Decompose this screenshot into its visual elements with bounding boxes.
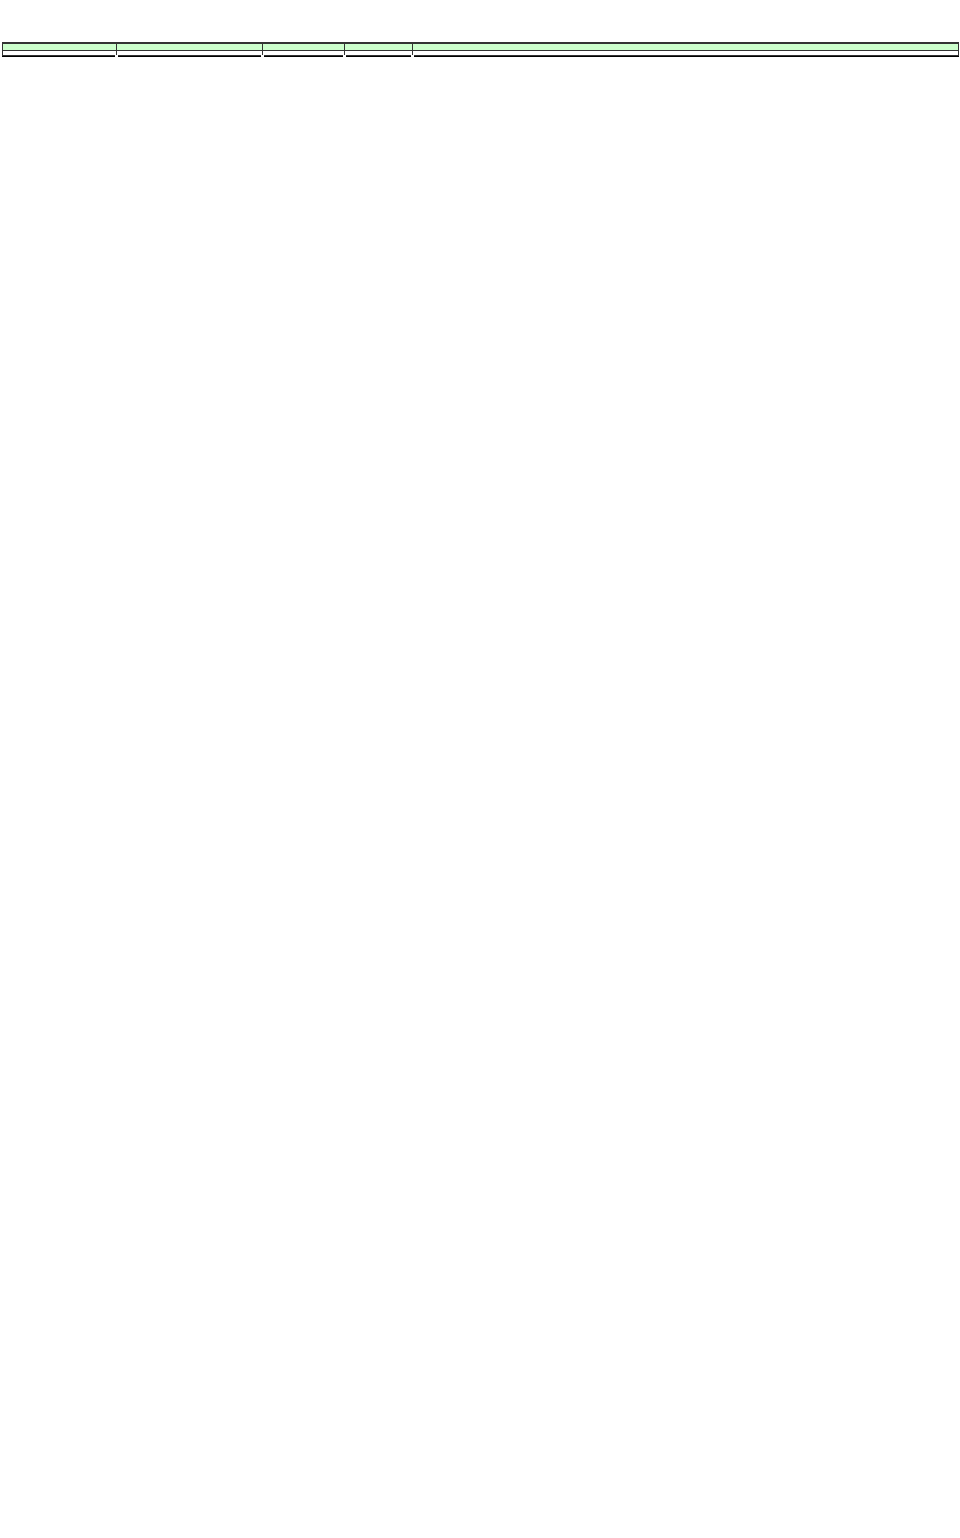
column-header-ak — [117, 56, 263, 57]
page-header — [4, 2, 954, 38]
column-header-description — [413, 56, 959, 57]
column-header-pn — [345, 56, 413, 57]
column-header-pa — [263, 56, 345, 57]
tax-table — [2, 42, 959, 57]
column-header-row — [3, 56, 959, 57]
table-body-sections — [3, 43, 959, 57]
column-header-kk — [3, 56, 117, 57]
section-subheading — [413, 44, 959, 51]
section-row-subheading — [3, 44, 959, 51]
